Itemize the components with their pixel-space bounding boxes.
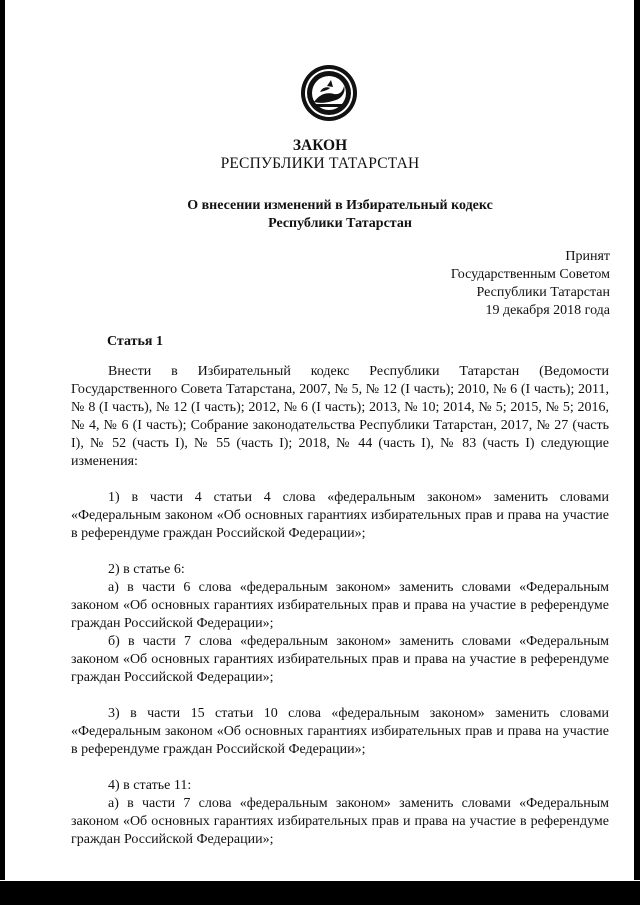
coat-of-arms-emblem-icon (300, 64, 358, 122)
item-2-heading: 2) в статье 6: (108, 562, 185, 577)
scan-border-left (0, 0, 5, 880)
item-2-a: а) в части 6 слова «федеральным законом» заменить словами «Федеральным законом «Об основных гарантиях избирательных прав и права на участие в референдуме граждан Российской Федерации»; (71, 580, 609, 631)
law-subtitle (60, 197, 620, 233)
item-4-a: а) в части 7 слова «федеральным законом» заменить словами «Федеральным законом «Об основных гарантиях избирательных прав и права на участие в референдуме граждан Российской Федерации»; (71, 796, 609, 847)
item-1: 1) в части 4 статьи 4 слова «федеральным законом» заменить словами «Федеральным законом «Об основных гарантиях избирательных прав и права на участие в референдуме граждан Российской Федерации»; (71, 490, 609, 541)
law-title: ЗАКОН (292, 137, 348, 154)
item-4-heading: 4) в статье 11: (108, 778, 192, 793)
item-3: 3) в части 15 статьи 10 слова «федеральным законом» заменить словами «Федеральным законом «Об основных гарантиях избирательных прав и права на участие в референдуме граждан Российской Федерации»; (71, 706, 609, 757)
adoption-line3: Республики Татарстан (476, 285, 610, 300)
scan-border-right (634, 0, 640, 880)
article-intro: Внести в Избирательный кодекс Республики Татарстан (Ведомости Государственного Совета Татарстана, 2007, № 5, № 12 (I часть); 2010, № 6 (I часть); 2011, № 8 (I часть), № 12 (I часть); 2012, № 6 (I часть); 2013, № 10; 2014, № 5; 2015, № 5; 2016, № 4, № 6 (I часть); Собрание законодательства Республики Татарстан, 2017, № 27 (часть I), № 52 (часть I), № 55 (часть I); 2018, № 44 (часть I), № 83 (часть I) следующие изменения: (71, 364, 609, 469)
scan-border-bottom (0, 881, 640, 905)
adoption-line2: Государственным Советом (450, 267, 610, 282)
law-subtitle-line2: Республики Татарстан (268, 216, 412, 231)
adoption-date: 19 декабря 2018 года (485, 303, 610, 318)
item-2-b: б) в части 7 слова «федеральным законом» заменить словами «Федеральным законом «Об основных гарантиях избирательных прав и права на участие в референдуме граждан Российской Федерации»; (71, 634, 609, 685)
law-subtitle-line1: О внесении изменений в Избирательный кодекс (187, 198, 493, 213)
adoption-line1: Принят (565, 249, 610, 264)
adoption-block (451, 248, 610, 320)
article-body (71, 363, 609, 849)
law-title-republic: РЕСПУБЛИКИ ТАТАРСТАН (220, 155, 420, 172)
article-heading: Статья 1 (107, 334, 163, 349)
